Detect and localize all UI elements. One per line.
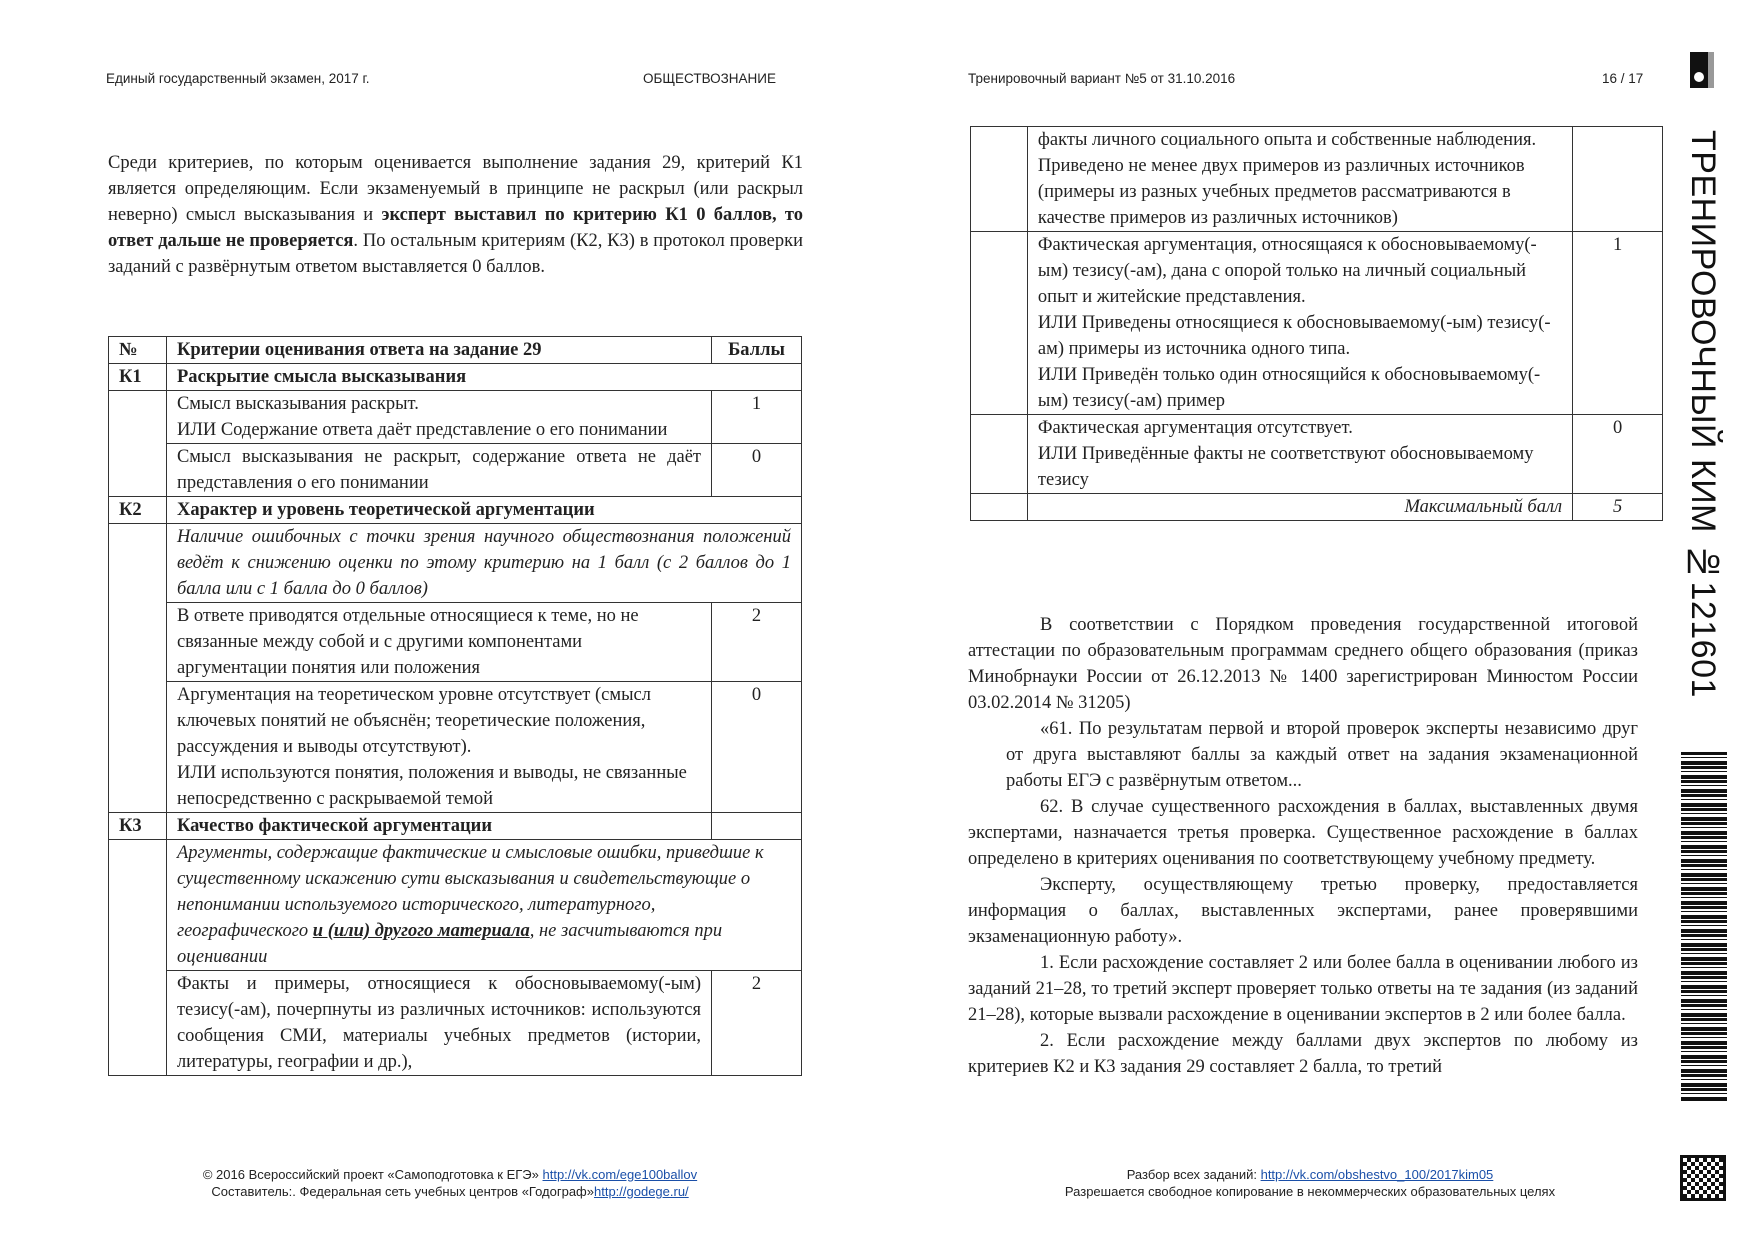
criteria-table-continued <box>970 126 1663 521</box>
vertical-kim-label: ТРЕНИРОВОЧНЫЙ КИМ №121601 <box>1684 130 1722 698</box>
score: 0 <box>712 682 802 813</box>
score <box>1573 127 1663 232</box>
criterion-row: Аргументация на теоретическом уровне отсутствует (смысл ключевых понятий не объяснён; теоретические положения, рассуждения и выводы отсутствуют). ИЛИ используются понятия, положения и выводы, не связанные непосредственно с раскрываемой темой <box>166 682 711 813</box>
criterion-row: Фактическая аргументация, относящаяся к обосновываемому(-ым) тезису(-ам), дана с опорой только на личный социальный опыт и житейские представления. ИЛИ Приведены относящиеся к обосновываемому(-ым) тезису(-ам) примеры из источника одного типа. ИЛИ Приведён только один относящийся к обосновываемому(-ым) тезису(-ам) пример <box>1027 232 1572 415</box>
score: 1 <box>712 391 802 444</box>
criterion-row: факты личного социального опыта и собственные наблюдения. Приведено не менее двух примеров из различных источников (примеры из разных учебных предметов рассматриваются в качестве примеров из различных источников) <box>1027 127 1572 232</box>
criterion-code: К1 <box>109 364 167 391</box>
footer-right: Разбор всех заданий: http://vk.com/obshestvo_100/2017kim05 Разрешается свободное копирование в некоммерческих образовательных целях <box>1064 1167 1556 1199</box>
analysis-link[interactable]: http://vk.com/obshestvo_100/2017kim05 <box>1260 1167 1494 1182</box>
criterion-row: В ответе приводятся отдельные относящиеся к теме, но не связанные между собой и с другими компонентами аргументации понятия или положения <box>166 603 711 682</box>
col-number: № <box>109 337 167 364</box>
criterion-code: К3 <box>109 813 167 840</box>
criterion-row: Фактическая аргументация отсутствует. ИЛИ Приведённые факты не соответствуют обосновываемому тезису <box>1027 415 1572 494</box>
header-subject: ОБЩЕСТВОЗНАНИЕ <box>643 71 776 86</box>
criterion-title: Раскрытие смысла высказывания <box>166 364 801 391</box>
score: 0 <box>1573 415 1663 494</box>
score: 0 <box>712 444 802 497</box>
intro-paragraph: Среди критериев, по которым оценивается выполнение задания 29, критерий К1 является определяющим. Если экзаменуемый в принципе не раскрыл (или раскрыл неверно) смысл высказывания и эксперт выставил по критерию К1 0 баллов, то ответ дальше не проверяется. По остальным критериям (К2, К3) в протокол проверки заданий с развёрнутым ответом выставляется 0 баллов. <box>108 153 803 277</box>
procedure-text: В соответствии с Порядком проведения государственной итоговой аттестации по образовательным программам среднего общего образования (приказ Минобрнауки России от 26.12.2013 № 1400 зарегистрирован Минюстом России 03.02.2014 № 31205) «61. По результатам первой и второй проверок эксперты независимо друг от друга выставляют баллы за каждый ответ на задания экзаменационной работы ЕГЭ с развёрнутым ответом... 62. В случае существенного расхождения в баллах, выставленных двумя экспертами, назначается третья проверка. Существенное расхождение в баллах определено в критериях оценивания по соответствующему учебному предмету. Эксперту, осуществляющему третью проверку, предоставляется информация о баллах, выставленных экспертами, ранее проверявшими экзаменационную работу». 1. Если расхождение составляет 2 или более балла в оценивании любого из заданий 21–28, то третий эксперт проверяет только ответы на те задания (из заданий 21–28), которые вызвали расхождение в оценивании экспертов в 2 или более балла. 2. Если расхождение между баллами двух экспертов по любому из критериев К2 и К3 задания 29 составляет 2 балла, то третий <box>968 615 1638 1077</box>
barcode-icon <box>1681 752 1727 1102</box>
header-variant: Тренировочный вариант №5 от 31.10.2016 <box>968 71 1236 86</box>
qr-code-icon <box>1680 1155 1726 1201</box>
criteria-table <box>108 336 802 1076</box>
score: 1 <box>1573 232 1663 415</box>
page-number: 16 / 17 <box>1602 71 1644 86</box>
max-score-value: 5 <box>1573 494 1663 521</box>
criterion-note: Наличие ошибочных с точки зрения научного обществознания положений ведёт к снижению оценки по этому критерию на 1 балл (с 2 баллов до 1 балла или с 1 балла до 0 баллов) <box>166 524 801 603</box>
footer-left: © 2016 Всероссийский проект «Самоподготовка к ЕГЭ» http://vk.com/ege100ballov Составитель:. Федеральная сеть учебных центров «Годограф»http://godege.ru/ <box>202 1167 698 1199</box>
godege-link[interactable]: http://godege.ru/ <box>593 1184 689 1199</box>
score: 2 <box>712 971 802 1076</box>
header-exam: Единый государственный экзамен, 2017 г. <box>106 71 370 86</box>
score: 2 <box>712 603 802 682</box>
criterion-code: К2 <box>109 497 167 524</box>
criterion-row: Смысл высказывания раскрыт. ИЛИ Содержание ответа даёт представление о его понимании <box>166 391 711 444</box>
col-criteria: Критерии оценивания ответа на задание 29 <box>166 337 711 364</box>
corner-marker-icon <box>1690 52 1714 88</box>
vk-link[interactable]: http://vk.com/ege100ballov <box>542 1167 698 1182</box>
col-score: Баллы <box>712 337 802 364</box>
criterion-row: Смысл высказывания не раскрыт, содержание ответа не даёт представления о его понимании <box>166 444 711 497</box>
criterion-title: Характер и уровень теоретической аргументации <box>166 497 801 524</box>
criterion-note: Аргументы, содержащие фактические и смысловые ошибки, приведшие к существенному искажению сути высказывания и свидетельствующие о непонимании используемого исторического, литературного, географического и (или) другого материала, не засчитываются при оценивании <box>166 840 801 971</box>
criterion-row: Факты и примеры, относящиеся к обосновываемому(-ым) тезису(-ам), почерпнуты из различных источников: используются сообщения СМИ, материалы учебных предметов (истории, литературы, географии и др.), <box>166 971 711 1076</box>
max-score-label: Максимальный балл <box>1027 494 1572 521</box>
criterion-title: Качество фактической аргументации <box>166 813 711 840</box>
